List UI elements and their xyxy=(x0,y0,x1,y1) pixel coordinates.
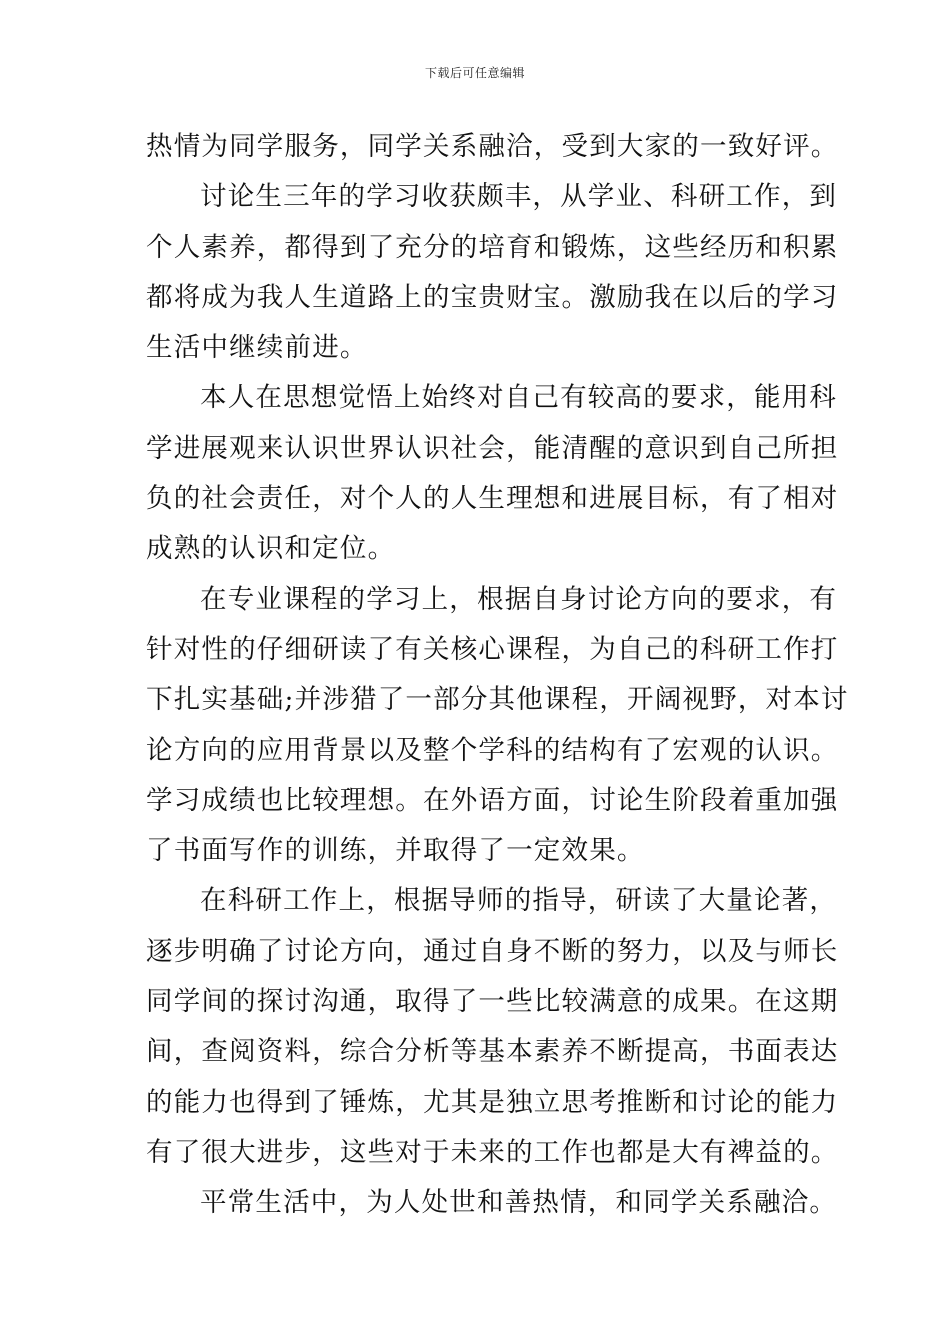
document-body xyxy=(146,122,849,1229)
text-line: 论方向的应用背景以及整个学科的结构有了宏观的认识。 xyxy=(146,734,839,766)
text-line: 同学间的探讨沟通，取得了一些比较满意的成果。在这期 xyxy=(146,986,839,1018)
page-header: 下载后可任意编辑 xyxy=(424,66,525,80)
text-line: 负的社会责任，对个人的人生理想和进展目标，有了相对 xyxy=(146,483,839,515)
text-line: 个人素养，都得到了充分的培育和锻炼，这些经历和积累 xyxy=(146,231,839,263)
text-line: 下扎实基础;并涉猎了一部分其他课程，开阔视野，对本讨 xyxy=(146,684,849,716)
text-line: 针对性的仔细研读了有关核心课程，为自己的科研工作打 xyxy=(146,633,839,665)
text-line: 学习成绩也比较理想。在外语方面，讨论生阶段着重加强 xyxy=(146,784,839,816)
paragraph-first-line: 本人在思想觉悟上始终对自己有较高的要求，能用科 xyxy=(200,382,838,414)
text-line: 间，查阅资料，综合分析等基本素养不断提高，书面表达 xyxy=(146,1036,839,1068)
text-line: 热情为同学服务，同学关系融洽，受到大家的一致好评。 xyxy=(146,131,839,162)
text-line: 的能力也得到了锤炼，尤其是独立思考推断和讨论的能力 xyxy=(146,1086,839,1118)
text-line: 学进展观来认识世界认识社会，能清醒的意识到自己所担 xyxy=(146,432,839,464)
paragraph-first-line: 平常生活中，为人处世和善热情，和同学关系融洽。 xyxy=(200,1187,838,1219)
paragraph-first-line: 在专业课程的学习上，根据自身讨论方向的要求，有 xyxy=(200,583,838,615)
text-line: 了书面写作的训练，并取得了一定效果。 xyxy=(146,835,645,867)
text-line: 有了很大进步，这些对于未来的工作也都是大有裨益的。 xyxy=(146,1136,839,1168)
text-line: 逐步明确了讨论方向，通过自身不断的努力，以及与师长 xyxy=(146,935,839,967)
text-line: 成熟的认识和定位。 xyxy=(146,533,396,565)
paragraph-first-line: 在科研工作上，根据导师的指导，研读了大量论著， xyxy=(200,885,838,917)
text-line: 生活中继续前进。 xyxy=(146,332,368,364)
paragraph-first-line: 讨论生三年的学习收获颇丰，从学业、科研工作，到 xyxy=(200,181,838,213)
text-line: 都将成为我人生道路上的宝贵财宝。激励我在以后的学习 xyxy=(146,281,839,313)
